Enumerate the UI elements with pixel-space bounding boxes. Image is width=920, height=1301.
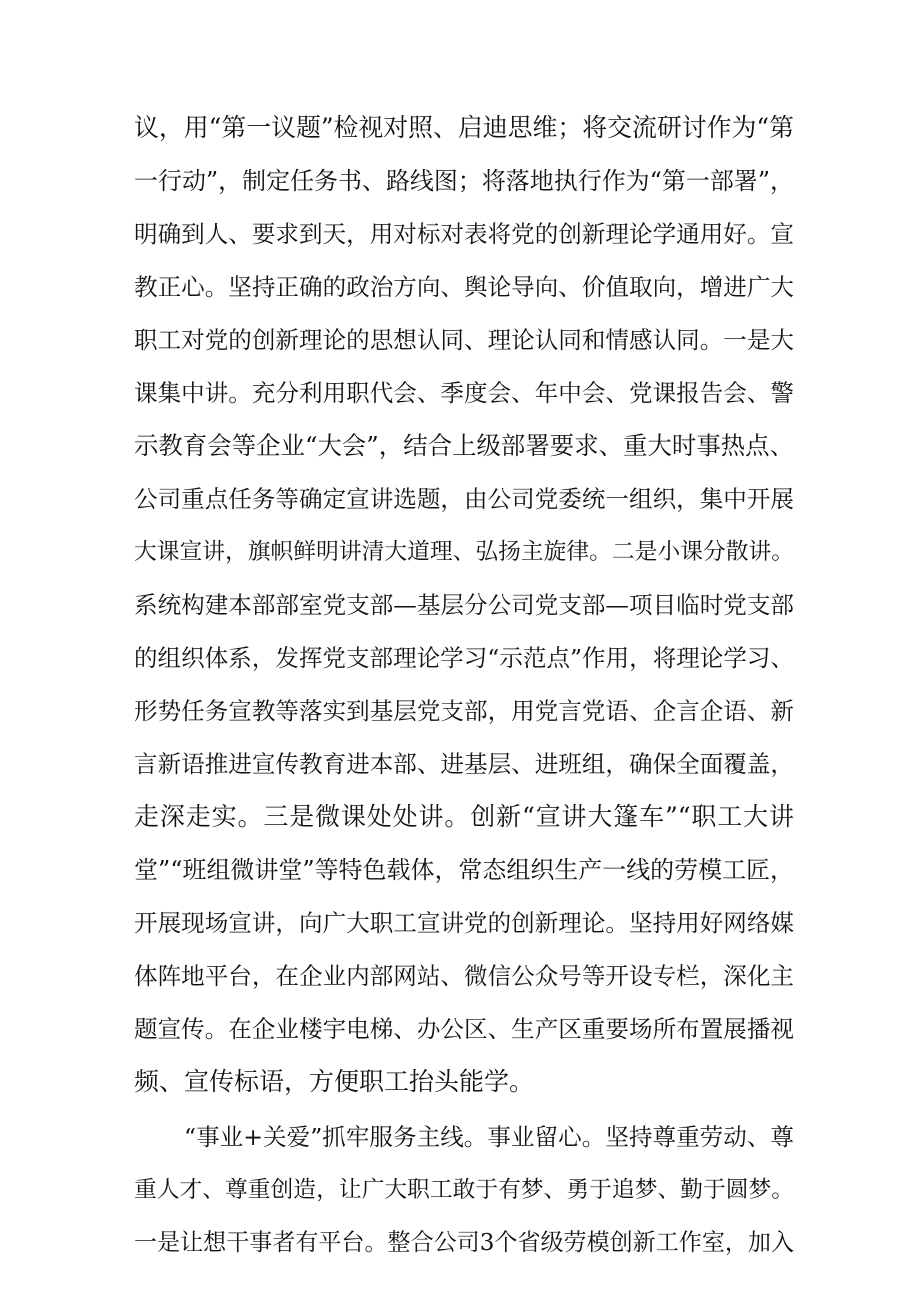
text-line: 体阵地平台，在企业内部网站、微信公众号等开设专栏，深化主	[134, 962, 794, 990]
text-line: 明确到人、要求到天，用对标对表将党的创新理论学通用好。宣	[134, 220, 794, 248]
text-line: 公司重点任务等确定宣讲选题，由公司党委统一组织，集中开展	[134, 485, 794, 513]
text-line: 题宣传。在企业楼宇电梯、办公区、生产区重要场所布置展播视	[134, 1015, 794, 1043]
text-line: 一是让想干事者有平台。整合公司3个省级劳模创新工作室，加入	[134, 1230, 794, 1256]
text-line: 议，用“第一议题”检视对照、启迪思维；将交流研讨作为“第	[134, 113, 795, 142]
text-line: 堂”“班组微讲堂”等特色载体，常态组织生产一线的劳模工匠，	[134, 856, 794, 884]
paragraph-first-line: “事业+关爱”抓牢服务主线。事业留心。坚持尊重劳动、尊	[184, 1123, 794, 1151]
text-line: 开展现场宣讲，向广大职工宣讲党的创新理论。坚持用好网络媒	[134, 909, 794, 937]
text-line: 大课宣讲，旗帜鲜明讲清大道理、弘扬主旋律。二是小课分散讲。	[134, 539, 794, 565]
text-line: 职工对党的创新理论的思想认同、理论认同和情感认同。一是大	[134, 326, 794, 354]
text-line: 教正心。坚持正确的政治方向、舆论导向、价值取向，增进广大	[134, 273, 794, 301]
text-line: 的组织体系，发挥党支部理论学习“示范点”作用，将理论学习、	[134, 644, 794, 672]
text-line: 频、宣传标语，方便职工抬头能学。	[134, 1067, 535, 1096]
text-line: 课集中讲。充分利用职代会、季度会、年中会、党课报告会、警	[134, 379, 794, 407]
text-line: 形势任务宣教等落实到基层党支部，用党言党语、企言企语、新	[134, 697, 794, 725]
text-line: 一行动”，制定任务书、路线图；将落地执行作为“第一部署”，	[134, 167, 794, 195]
text-line: 示教育会等企业“大会”，结合上级部署要求、重大时事热点、	[134, 431, 794, 460]
text-line: 走深走实。三是微课处处讲。创新“宣讲大篷车”“职工大讲	[134, 802, 794, 831]
text-line: 言新语推进宣传教育进本部、进基层、进班组，确保全面覆盖，	[134, 750, 794, 778]
text-line: 系统构建本部部室党支部—基层分公司党支部—项目临时党支部	[134, 591, 794, 619]
text-line: 重人才、尊重创造，让广大职工敢于有梦、勇于追梦、勤于圆梦。	[134, 1177, 794, 1203]
